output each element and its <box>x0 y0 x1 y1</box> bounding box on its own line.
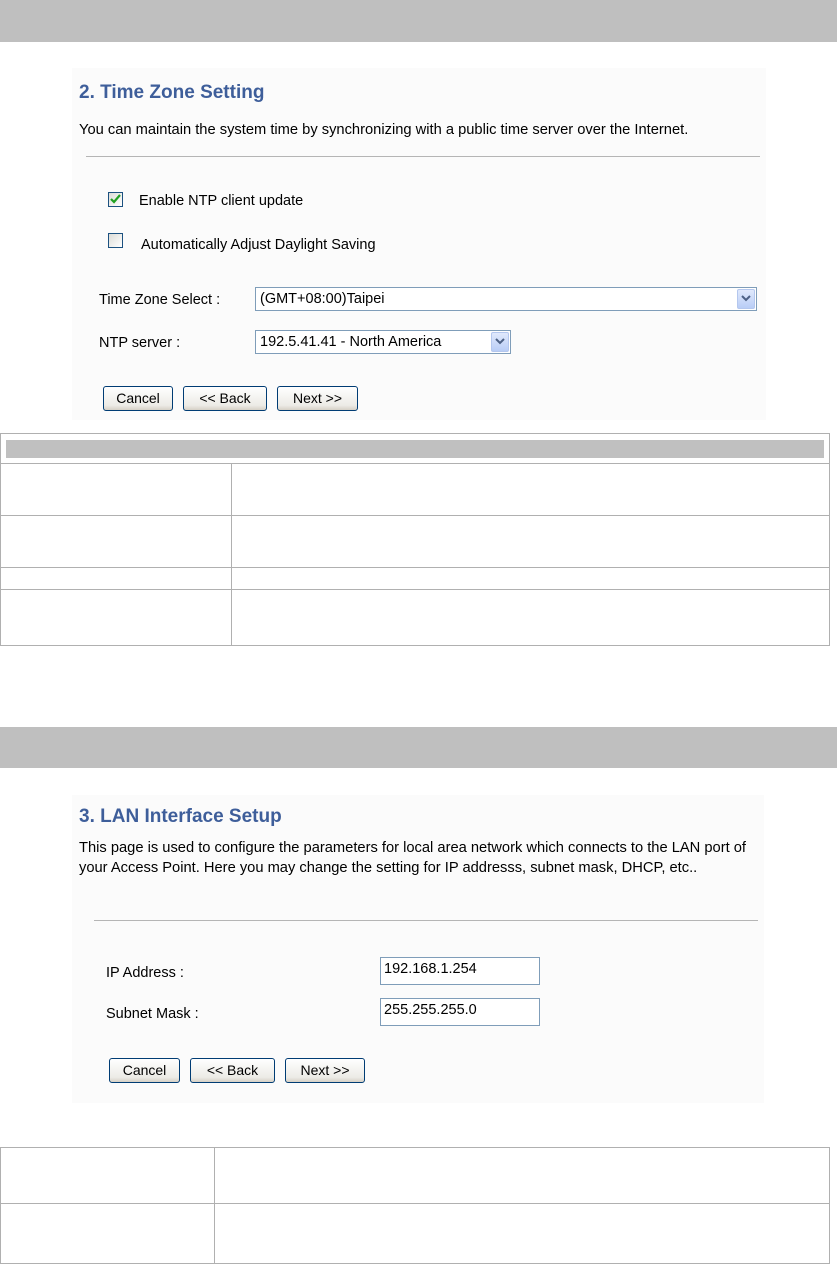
lan-panel <box>72 795 764 1103</box>
time-zone-select-label: Time Zone Select : <box>99 292 221 308</box>
daylight-saving-label: Automatically Adjust Daylight Saving <box>141 237 376 253</box>
divider <box>94 920 758 921</box>
ntp-client-checkbox[interactable] <box>108 192 123 207</box>
check-icon <box>110 194 121 205</box>
next-button[interactable]: Next >> <box>277 386 358 411</box>
time-zone-select[interactable] <box>255 287 757 311</box>
chevron-down-icon[interactable] <box>491 332 509 352</box>
subnet-mask-label: Subnet Mask : <box>106 1006 199 1022</box>
back-button[interactable]: << Back <box>183 386 267 411</box>
next-button[interactable]: Next >> <box>285 1058 365 1083</box>
ntp-server-select-value: 192.5.41.41 - North America <box>260 334 442 350</box>
back-button[interactable]: << Back <box>190 1058 275 1083</box>
table-header <box>6 440 824 458</box>
ntp-server-select[interactable] <box>255 330 511 354</box>
ip-address-input[interactable]: 192.168.1.254 <box>380 957 540 985</box>
table-header-row <box>1 434 830 464</box>
header-band-top <box>0 0 837 42</box>
cancel-button[interactable]: Cancel <box>109 1058 180 1083</box>
cancel-button[interactable]: Cancel <box>103 386 173 411</box>
chevron-down-icon[interactable] <box>737 289 755 309</box>
lan-title: 3. LAN Interface Setup <box>79 806 282 827</box>
lan-field-table <box>0 1147 830 1264</box>
daylight-saving-checkbox[interactable] <box>108 233 123 248</box>
ip-address-label: IP Address : <box>106 965 184 981</box>
table-row <box>1 1148 830 1204</box>
lan-description: This page is used to configure the parameters for local area network which connects to the LAN port of your Access Point. Here you may change the setting for IP addresss, subnet mask, DHCP, etc.. <box>79 840 747 876</box>
time-zone-select-value: (GMT+08:00)Taipei <box>260 291 385 307</box>
table-row <box>1 1204 830 1264</box>
time-zone-panel <box>72 68 766 420</box>
divider <box>86 156 760 157</box>
time-zone-title: 2. Time Zone Setting <box>79 82 265 103</box>
table-row <box>1 464 830 516</box>
ntp-server-label: NTP server : <box>99 335 181 351</box>
ntp-client-label: Enable NTP client update <box>139 193 304 209</box>
time-zone-description: You can maintain the system time by synchronizing with a public time server over the Internet. <box>79 122 689 138</box>
table-row <box>1 516 830 568</box>
table-row <box>1 568 830 590</box>
time-zone-field-table <box>0 433 830 646</box>
table-row <box>1 590 830 646</box>
header-band-middle <box>0 727 837 768</box>
subnet-mask-input[interactable]: 255.255.255.0 <box>380 998 540 1026</box>
